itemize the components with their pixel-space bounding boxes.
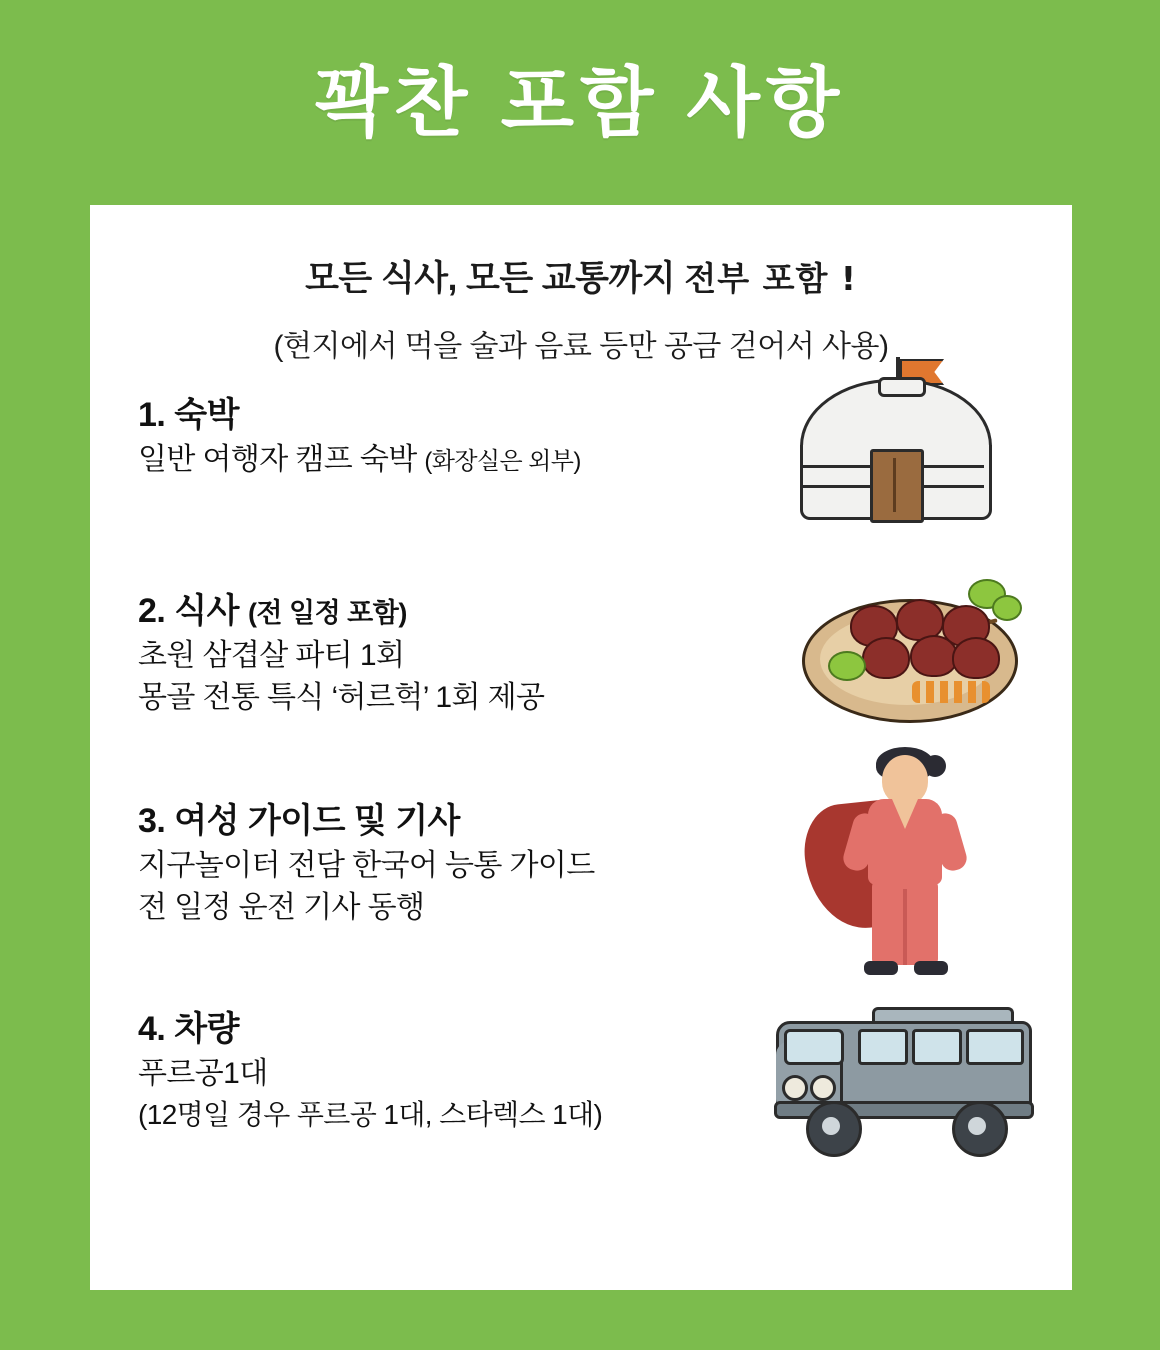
intro-line-2: (현지에서 먹을 술과 음료 등만 공금 걷어서 사용) [273,330,889,363]
platter-meat [910,635,958,677]
included-items-list [90,393,1072,1157]
item-meals-detail-2: 몽골 전통 특식 ‘허르헉’ 1회 제공 [138,681,545,715]
meat-platter-icon [792,565,1032,735]
van-window [858,1029,908,1065]
guide-shoe-right [914,961,948,975]
item-meals-heading-text: 2. 식사 [138,592,248,630]
item-guide-detail-1: 지구놀이터 전담 한국어 능통 가이드 [138,848,595,882]
item-meals-detail-1: 초원 삼겹살 파티 1회 [138,638,405,672]
page-title: 꽉찬 포함 사항 [314,61,846,146]
content-card [90,205,1072,1290]
list-item-lodging [90,393,1072,543]
intro-line-1 [90,251,1072,301]
van-wheel [952,1101,1008,1157]
platter-greens [828,651,866,681]
van-headlight [810,1075,836,1101]
item-vehicle-detail-1: 푸르공1대 [138,1056,268,1090]
item-lodging-heading-text: 1. 숙박 [138,396,239,434]
list-item-vehicle [90,1007,1072,1157]
platter-greens [992,595,1022,621]
van-window [966,1029,1024,1065]
guide-head [882,755,928,805]
item-guide-detail-2: 전 일정 운전 기사 동행 [138,891,425,925]
van-window [912,1029,962,1065]
van-windshield [784,1029,844,1065]
list-item-meals [90,589,1072,739]
yurt-icon [792,357,1012,532]
van-wheel [806,1101,862,1157]
van-icon [766,983,1046,1158]
guide-legs [872,879,938,965]
guide-person-icon [796,747,1006,982]
yurt-door [870,449,924,523]
van-headlight [782,1075,808,1101]
list-item-guide [90,799,1072,949]
intro-line-1-handwritten: 전부 포함 ! [684,259,857,298]
intro-line-1-main: 모든 식사, 모든 교통까지 [305,259,685,298]
item-vehicle-detail-2: (12명일 경우 푸르공 1대, 스타렉스 1대) [138,1099,603,1131]
platter-meat [862,637,910,679]
item-meals-heading-note: (전 일정 포함) [247,598,407,628]
item-lodging-detail-note: (화장실은 외부) [424,447,581,475]
item-lodging-detail-text: 일반 여행자 캠프 숙박 [138,442,425,476]
item-guide-heading: 3. 여성 가이드 및 기사 [138,802,460,840]
guide-shoe-left [864,961,898,975]
yurt-crown [878,377,926,397]
item-vehicle-heading: 4. 차량 [138,1010,239,1048]
platter-meat [952,637,1000,679]
platter-carrots [912,681,990,703]
